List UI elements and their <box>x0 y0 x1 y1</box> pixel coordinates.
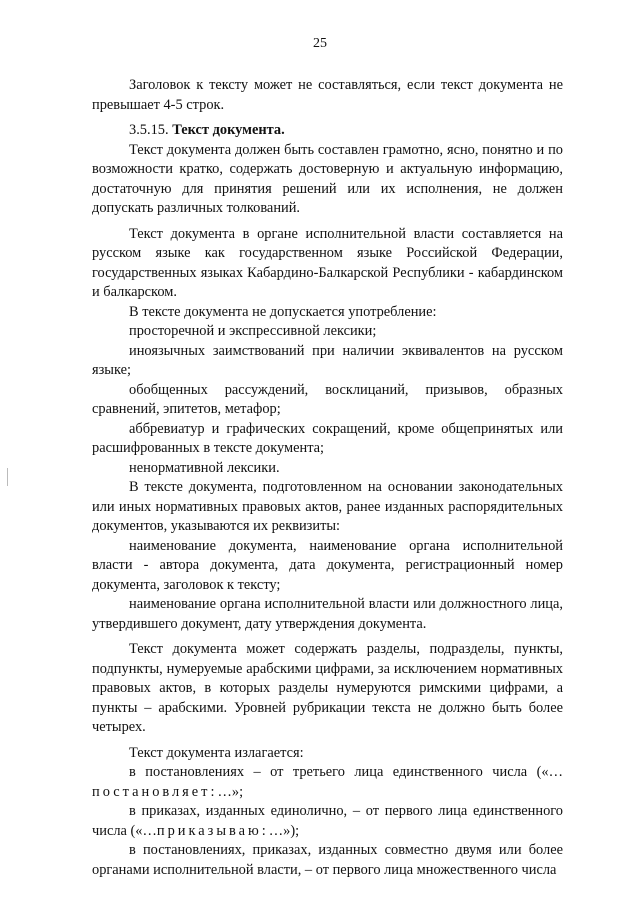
list-item: аббревиатур и графических сокращений, кроме общепринятых или расшифрованных в тексте документа; <box>92 420 563 456</box>
list-item <box>92 763 563 802</box>
spaced-word: постановляет: <box>92 783 218 800</box>
list-item: обобщенных рассуждений, восклицаний, призывов, образных сравнений, эпитетов, метафор; <box>92 381 563 417</box>
section-number: 3.5.15. <box>129 122 169 138</box>
paragraph: В тексте документа, подготовленном на основании законодательных или иных нормативных правовых актов, ранее изданных распорядительных документов, указываются их реквизиты: <box>92 479 563 534</box>
paragraph: В тексте документа не допускается употребление: <box>129 303 437 320</box>
list-item: наименование документа, наименование органа исполнительной власти - автора документа, дата документа, регистрационный номер документа, заголовок к тексту; <box>92 537 563 593</box>
paragraph: Текст документа излагается: <box>129 744 304 761</box>
list-item: просторечной и экспрессивной лексики; <box>129 323 377 339</box>
document-body <box>92 76 563 880</box>
list-item <box>92 802 563 841</box>
list-item: ненормативной лексики. <box>129 459 280 476</box>
paragraph: Текст документа может содержать разделы, подразделы, пункты, подпункты, нумеруемые арабскими цифрами, за исключением нормативных правовых актов, в которых разделы нумеруются римскими цифрами, а пункты – арабскими. Уровней рубрикации текста не должно быть более четырех. <box>92 641 563 735</box>
spaced-word: приказываю: <box>156 822 269 839</box>
paragraph: Текст документа должен быть составлен грамотно, ясно, понятно и по возможности кратко, содержать достоверную и актуальную информацию, достаточную для принятия решений или их исполнения, не должен допускать различных толкований. <box>92 141 563 216</box>
text-after: …»; <box>217 783 244 800</box>
text-before: в постановлениях – от третьего лица единственного числа («… <box>129 764 563 780</box>
list-item: иноязычных заимствований при наличии эквивалентов на русском языке; <box>92 342 563 378</box>
margin-mark <box>7 468 8 486</box>
list-item: наименование органа исполнительной власти или должностного лица, утвердившего документ, дату утверждения документа. <box>92 596 563 632</box>
paragraph: Заголовок к тексту может не составляться, если текст документа не превышает 4-5 строк. <box>92 77 563 113</box>
paragraph: Текст документа в органе исполнительной власти составляется на русском языке как государственном языке Российской Федерации, государственных языках Кабардино-Балкарской Республики - кабардинском и балкарском. <box>92 225 563 300</box>
section-title: Текст документа. <box>172 122 285 138</box>
list-item: в постановлениях, приказах, изданных совместно двумя или более органами исполнительной власти, – от первого лица множественного числа <box>92 842 563 878</box>
page-number: 25 <box>313 36 327 51</box>
text-before: в приказах, изданных единолично, – от первого лица единственного числа («… <box>92 803 563 839</box>
text-after: …»); <box>268 822 300 839</box>
section-heading <box>92 121 563 141</box>
